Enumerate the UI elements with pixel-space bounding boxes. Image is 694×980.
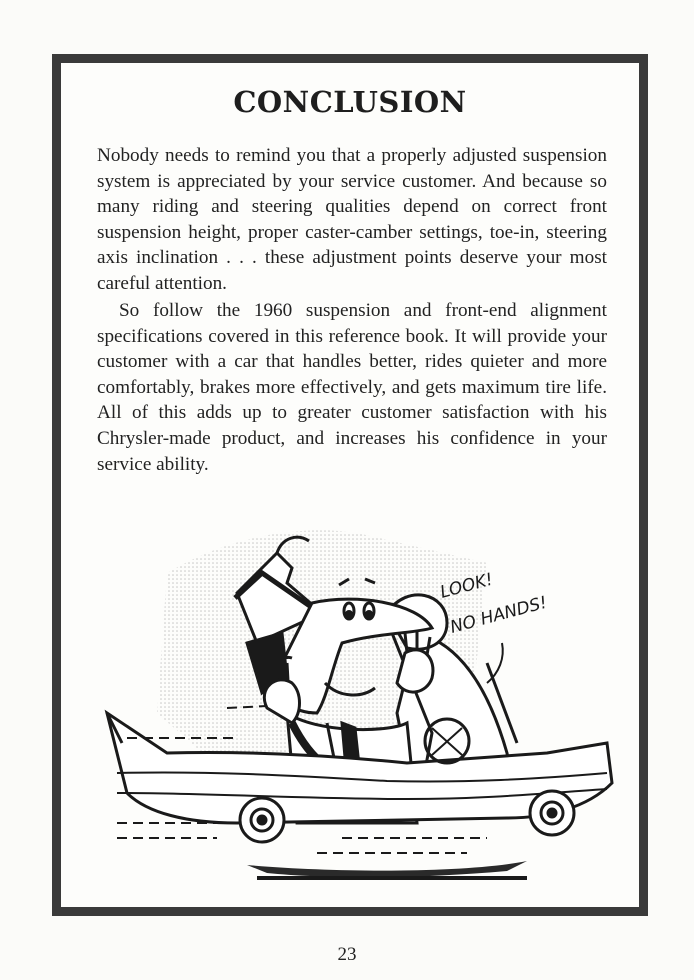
speech-line-1: LOOK!: [438, 569, 496, 603]
cartoon-illustration: [87, 493, 627, 903]
page-number: 23: [337, 944, 357, 965]
paragraph-2: So follow the 1960 suspension and front-end alignment specifications covered in this reference book. It will provide your customer with a car that handles better, rides quieter and more comfortably, brakes more effectively, and gets maximum tire life. All of this adds up to greater customer satisfaction with his Chrysler-made product, and increases his confidence in your service ability.: [97, 300, 607, 475]
page-title: CONCLUSION: [233, 85, 467, 119]
paragraph-1: Nobody needs to remind you that a properly adjusted suspension system is appreciated by your service customer. And because so many riding and steering qualities depend on correct front suspension height, proper caster-camber settings, toe-in, steering axis inclination . . . these adjustment points deserve your most careful attention.: [97, 145, 607, 294]
car-shadow: [247, 861, 527, 877]
speech-line-2: NO HANDS!: [448, 592, 550, 638]
content-frame: [52, 54, 648, 916]
